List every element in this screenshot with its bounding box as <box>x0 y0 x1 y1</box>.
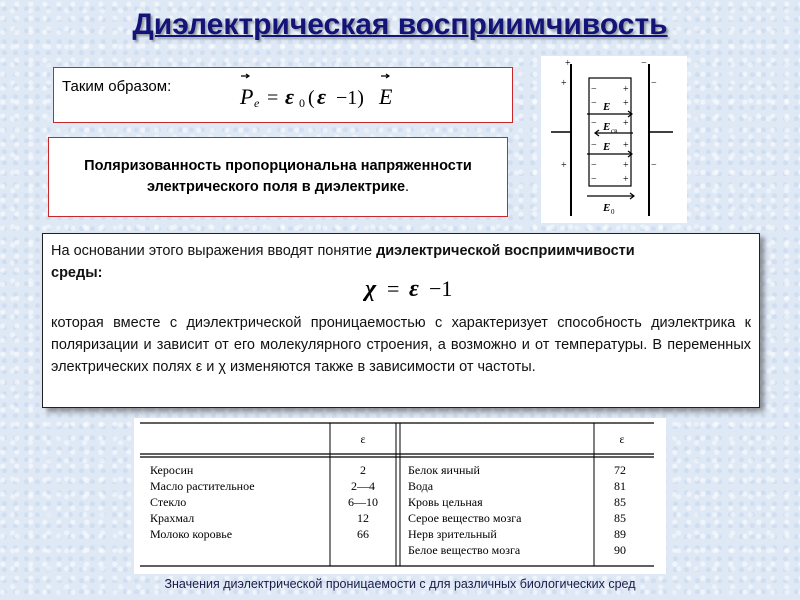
table-cell-name: Масло растительное <box>150 479 255 493</box>
table-caption: Значения диэлектрической проницаемости с для различных биологических сред <box>164 577 636 591</box>
header-eps-right: ε <box>619 432 625 446</box>
table-cell-value: 12 <box>357 511 369 525</box>
svg-text:−: − <box>591 160 597 171</box>
intro-text: На основании этого выражения вводят понятие <box>51 243 377 259</box>
table-cell-name: Керосин <box>150 463 194 477</box>
svg-text:+: + <box>565 58 571 69</box>
permittivity-table <box>134 418 666 574</box>
svg-text:E: E <box>603 121 611 133</box>
svg-text:E: E <box>603 101 611 113</box>
svg-text:−: − <box>651 78 657 89</box>
svg-text:−: − <box>591 98 597 109</box>
svg-text:−: − <box>641 58 647 69</box>
table-cell-value: 85 <box>614 511 626 525</box>
formula-label: Таким образом: <box>62 78 172 95</box>
statement-box <box>48 137 508 217</box>
vector-arrow-icon <box>241 74 249 78</box>
svg-text:св: св <box>611 127 618 135</box>
formula-minus1: −1) <box>336 87 364 109</box>
svg-text:−: − <box>591 84 597 95</box>
table-cell-name: Кровь цельная <box>408 495 483 509</box>
svg-text:+: + <box>623 140 629 151</box>
table-cell-name: Нерв зрительный <box>408 527 497 541</box>
svg-text:+: + <box>623 84 629 95</box>
svg-text:−: − <box>591 174 597 185</box>
table-cell-name: Белок яичный <box>408 463 480 477</box>
table-cell-value: 2—4 <box>351 479 375 493</box>
table-cell-name: Вода <box>408 479 434 493</box>
svg-text:χ: χ <box>365 276 377 302</box>
svg-text:=: = <box>387 276 400 301</box>
svg-text:E: E <box>603 141 611 153</box>
table-cell-name: Молоко коровье <box>150 527 233 541</box>
statement-text: Поляризованность пропорциональна напряженности электрического поля в диэлектрике <box>84 158 472 195</box>
svg-text:−1: −1 <box>429 276 453 301</box>
svg-text:−: − <box>591 118 597 129</box>
svg-text:+: + <box>623 160 629 171</box>
table-cell-name: Стекло <box>150 495 187 509</box>
svg-text:+: + <box>561 78 567 89</box>
polarization-formula <box>234 68 454 118</box>
svg-text:−: − <box>651 160 657 171</box>
table-cell-name: Белое вещество мозга <box>408 543 521 557</box>
formula-lparen: ( <box>308 87 315 109</box>
svg-text:−: − <box>591 140 597 151</box>
vector-arrow-icon <box>381 74 389 78</box>
definition-intro <box>51 240 671 284</box>
table-cell-value: 81 <box>614 479 626 493</box>
table-cell-value: 2 <box>360 463 366 477</box>
statement-end: . <box>405 179 410 195</box>
formula-P: P <box>240 84 254 109</box>
table-cell-value: 89 <box>614 527 626 541</box>
intro-bold-text: диэлектрической восприимчивости среды: <box>51 243 635 281</box>
page-title: Диэлектрическая восприимчивость <box>132 8 668 41</box>
formula-E: E <box>379 84 393 109</box>
table-cell-value: 6—10 <box>348 495 378 509</box>
svg-text:ε: ε <box>409 276 419 302</box>
table-cell-value: 72 <box>614 463 626 477</box>
definition-box <box>42 233 760 408</box>
svg-text:+: + <box>623 174 629 185</box>
svg-text:+: + <box>561 160 567 171</box>
formula-sub-0: 0 <box>299 96 305 110</box>
formula-eps: ε <box>285 84 295 109</box>
formula-box <box>53 67 513 123</box>
susceptibility-formula <box>363 270 483 306</box>
svg-text:E: E <box>603 202 611 214</box>
header-eps-left: ε <box>360 432 366 446</box>
table-cell-value: 66 <box>357 527 369 541</box>
svg-text:+: + <box>623 98 629 109</box>
definition-paragraph: которая вместе с диэлектрической проницаемостью с характеризует способность диэлектрика к поляризации и зависит от его молекулярного строения, а возможно и от температуры. В переменных электрических полях ε и χ изменяются также в зависимости от частоты. <box>51 315 751 375</box>
table-cell-value: 85 <box>614 495 626 509</box>
capacitor-diagram <box>541 56 687 223</box>
table-cell-name: Крахмал <box>150 511 195 525</box>
svg-text:0: 0 <box>611 208 615 216</box>
svg-text:+: + <box>623 118 629 129</box>
formula-sub-e: e <box>254 96 260 110</box>
formula-eps2: ε <box>317 84 327 109</box>
table-cell-value: 90 <box>614 543 626 557</box>
table-cell-name: Серое вещество мозга <box>408 511 522 525</box>
formula-eq: = <box>267 87 279 109</box>
